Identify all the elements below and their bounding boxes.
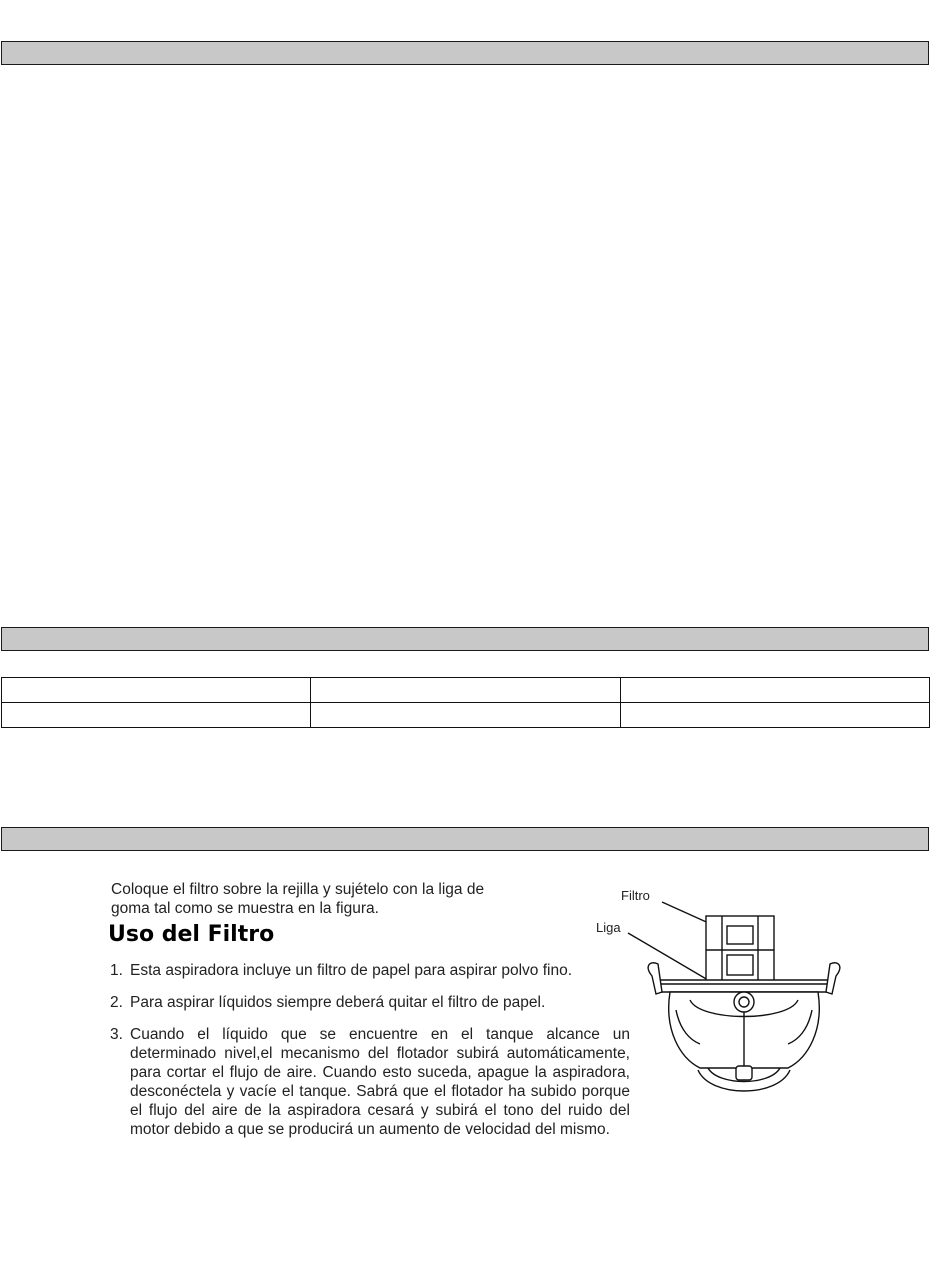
band-leader-line — [628, 933, 708, 980]
left-latch — [648, 963, 662, 994]
step-text: Cuando el líquido que se encuentre en el tanque alcance un determinado nivel,el mecanismo del flotador subirá automáticamente, para cortar el flujo de aire. Cuando esto suceda, apague la aspiradora, desconéctela y vacíe el tanque. Sabrá que el flotador ha subido porque el flujo del aire de la aspiradora cesará y subirá el tono del ruido del motor debido a que se producirá un aumento de velocidad del mismo. — [130, 1026, 630, 1138]
filter-intro-text: Coloque el filtro sobre la rejilla y sujételo con la liga de goma tal como se muestra en la figura. — [111, 881, 485, 917]
table-cell — [311, 703, 620, 728]
tank-lid-rim — [658, 980, 830, 992]
float-top-knob — [734, 992, 754, 1012]
table-row — [2, 703, 930, 728]
step-number: 3. — [110, 1026, 123, 1043]
band-callout-label: Liga — [596, 920, 621, 935]
table-cell — [2, 678, 311, 703]
float-bottom-knob — [736, 1066, 752, 1080]
vacuum-tank-illustration — [580, 880, 850, 1100]
step-number: 2. — [110, 994, 123, 1011]
table-cell — [620, 703, 929, 728]
list-item — [110, 961, 630, 980]
table-row — [2, 678, 930, 703]
table-cell — [311, 678, 620, 703]
section-header-bar-1 — [1, 41, 929, 65]
section-header-bar-3 — [1, 827, 929, 851]
section-header-bar-2 — [1, 627, 929, 651]
right-latch — [826, 963, 840, 994]
step-number: 1. — [110, 962, 123, 979]
list-item — [110, 993, 630, 1012]
filter-steps-list — [110, 961, 630, 1152]
filter-installation-figure — [580, 880, 850, 1100]
table-cell — [2, 703, 311, 728]
spec-table — [1, 677, 930, 728]
step-text: Esta aspiradora incluye un filtro de papel para aspirar polvo fino. — [130, 962, 573, 979]
filter-callout-label: Filtro — [621, 888, 650, 903]
filter-section-title: Uso del Filtro — [108, 922, 275, 947]
step-text: Para aspirar líquidos siempre deberá quitar el filtro de papel. — [130, 994, 546, 1011]
list-item — [110, 1025, 630, 1139]
table-cell — [620, 678, 929, 703]
